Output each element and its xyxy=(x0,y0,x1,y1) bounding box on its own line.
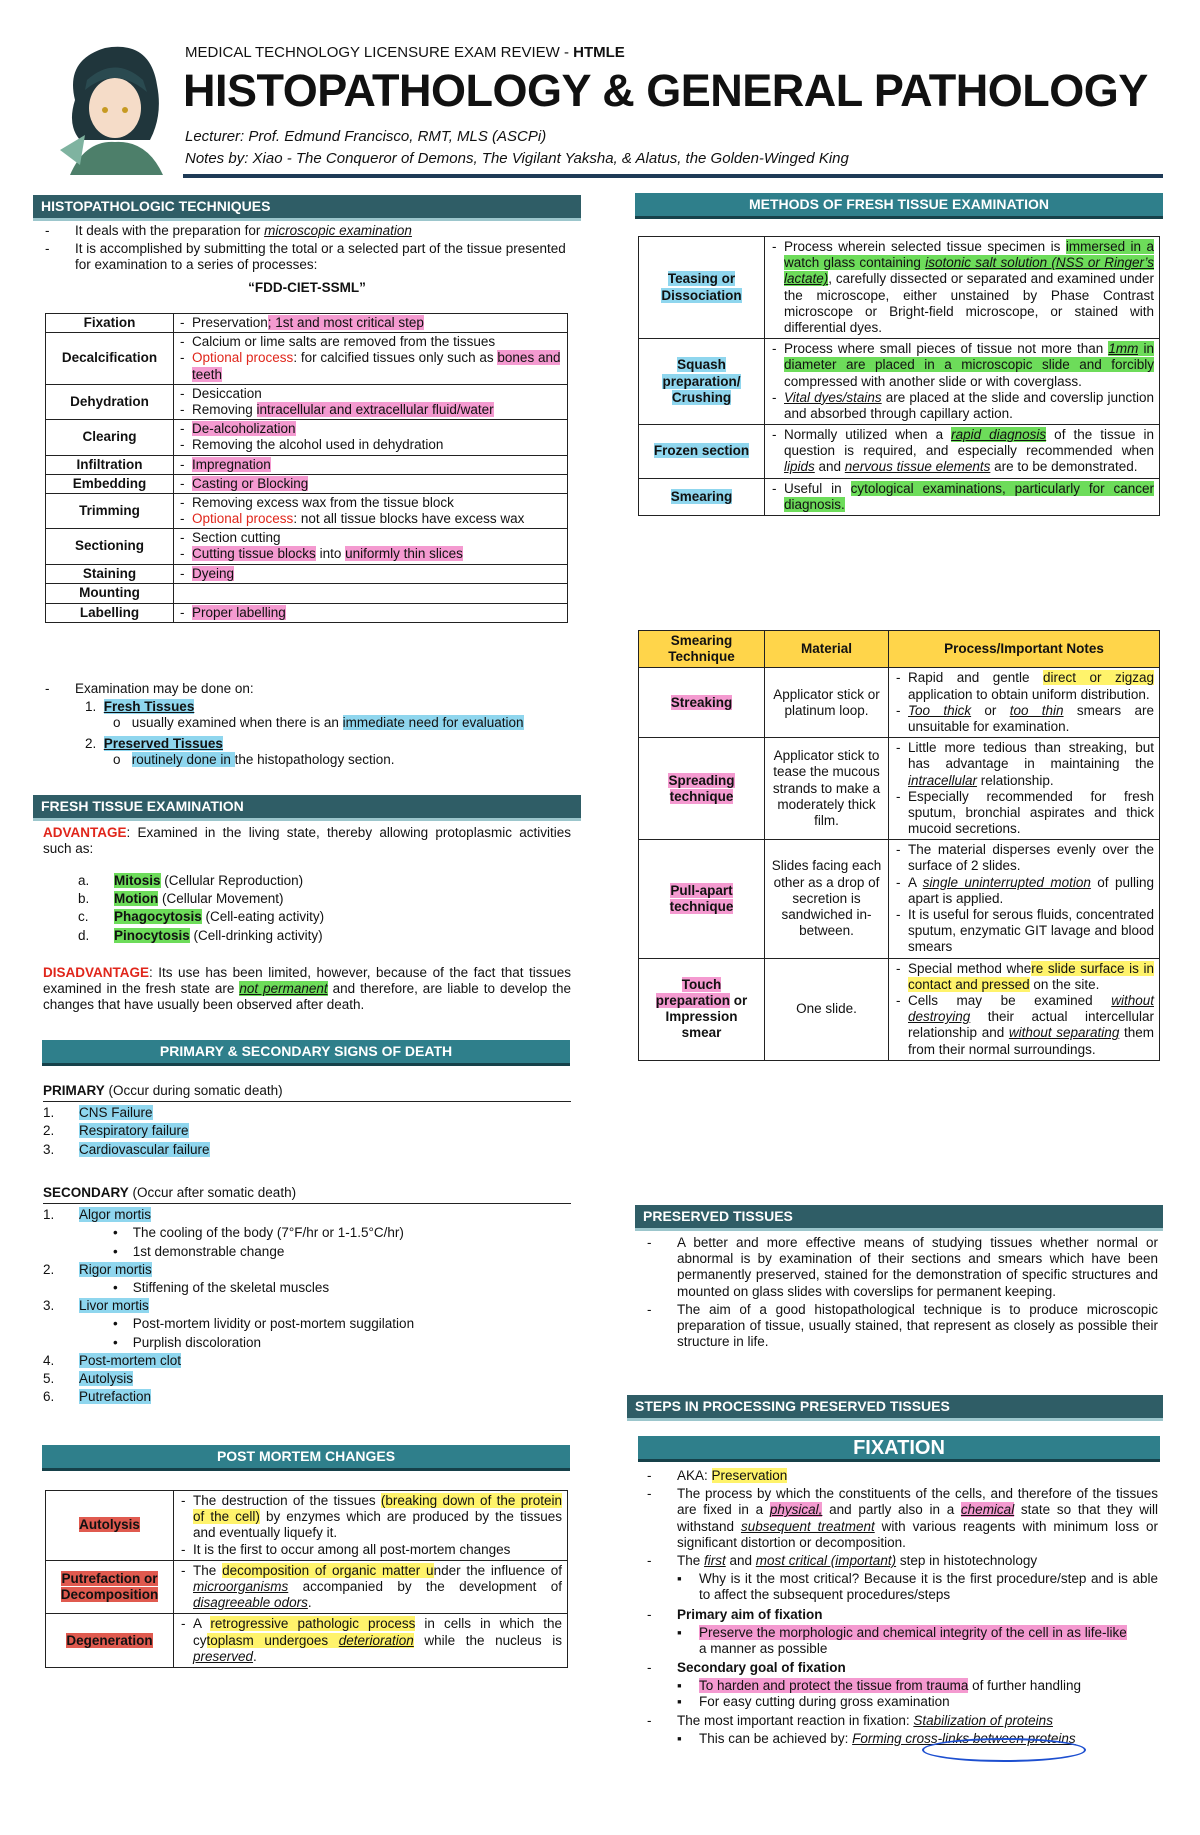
section-post-mortem: POST MORTEM CHANGES xyxy=(42,1445,570,1471)
smearing-table: Smearing Technique Material Process/Important Notes Streaking Applicator stick or platinum loop. - Rapid and gentle direct or zigzag application to obtain uniform distribution. - Too thick or too thin smears are unsuitable for examination. Spreading technique Applicator stick to tease the mucous strands to make a moderately thick film. - Little more tedious than streaking, but has advantage in maintaining the intracellular relationship. - Especially recommended for fresh sputum, bronchial aspirates and thick mucoid secretions. Pull-apart technique Slides facing each other as a drop of secretion is sandwiched in-between. - The material disperses evenly over the surface of 2 slides. - A single uninterrupted motion of pulling apart is applied. - It is useful for serous fluids, concentrated sputum, enzymatic GIT lavage and blood smears Touch preparation or Impression smear One slide. - Special method where slide surface is in contact and pressed on the site. - Cells may be examined without destroying their actual intercellular relationship and without separating them from their normal surroundings. xyxy=(638,630,1160,1061)
lecturer: Lecturer: Prof. Edmund Francisco, RMT, MLS (ASCPi) xyxy=(185,128,547,145)
process-table: Fixation - Preservation; 1st and most critical step Decalcification - Calcium or lime salts are removed from the tissues - Optional process: for calcified tissues only such as bones and teeth Dehydration - Desiccation - Removing intracellular and extracellular fluid/water Clearing - De-alcoholization - Removing the alcohol used in dehydration Infiltration - Impregnation Embedding - Casting or Blocking Trimming - Removing excess wax from the tissue block - Optional process: not all tissue blocks have excess wax Sectioning - Section cutting - Cutting tissue blocks into uniformly thin slices Staining - Dyeing Mounting Labelling - Proper labelling xyxy=(45,313,568,623)
primary-signs: PRIMARY (Occur during somatic death) 1. CNS Failure 2. Respiratory failure 3. Cardiovascular failure xyxy=(43,1083,571,1158)
section-fresh-tissue: FRESH TISSUE EXAMINATION xyxy=(33,795,581,821)
fresh-disadvantage: DISADVANTAGE: Its use has been limited, however, because of the fact that tissues examined in the fresh state are not permanent and therefore, are liable to develop the changes that have usually been observed after death. xyxy=(43,965,571,1013)
header-rule xyxy=(183,174,1163,178)
section-methods: METHODS OF FRESH TISSUE EXAMINATION xyxy=(635,193,1163,219)
avatar xyxy=(55,40,175,175)
handwritten-circle xyxy=(922,1738,1086,1762)
section-signs-of-death: PRIMARY & SECONDARY SIGNS OF DEATH xyxy=(42,1040,570,1066)
histo-intro: - It deals with the preparation for microscopic examination - It is accomplished by submitting the total or a selected part of the tissue presented for examination to a series of processes: “FDD-CIET-SSML” xyxy=(33,223,581,296)
post-mortem-table: Autolysis - The destruction of the tissues (breaking down of the protein of the cell) by enzymes which are produced by the tissues and eventually liquefy it. - It is the first to occur among all post-mortem changes Putrefaction or Decomposition - The decomposition of organic matter under the influence of microorganisms accompanied by the development of disagreeable odors. Degeneration - A retrogressive pathologic process in cells in which the cytoplasm undergoes deterioration while the nucleus is preserved. xyxy=(45,1490,568,1668)
notes-by: Notes by: Xiao - The Conqueror of Demons, The Vigilant Yaksha, & Alatus, the Golden-Winged King xyxy=(185,150,849,167)
methods-table: Teasing or Dissociation - Process wherein selected tissue specimen is immersed in a watch glass containing isotonic salt solution (NSS or Ringer’s lactate), carefully dissected or separated and examined under the microscope, either unstained by Phase Contrast microscope or Bright-field microscope, or stained with differential dyes. Squash preparation/ Crushing - Process where small pieces of tissue not more than 1mm in diameter are placed in a microscopic slide and forcibly compressed with another slide or with coverglass. - Vital dyes/stains are placed at the slide and coverslip junction and absorbed through capillary action. Frozen section - Normally utilized when a rapid diagnosis of the tissue in question is required, and especially recommended when lipids and nervous tissue elements are to be demonstrated. Smearing - Useful in cytological examinations, particularly for cancer diagnosis. xyxy=(638,236,1160,516)
section-steps: STEPS IN PROCESSING PRESERVED TISSUES xyxy=(627,1395,1163,1421)
section-histopathologic-techniques: HISTOPATHOLOGIC TECHNIQUES xyxy=(33,195,581,221)
exam-list: - Examination may be done on: 1. Fresh Tissues o usually examined when there is an immediate need for evaluation 2. Preserved Tissues o routinely done in the histopathology section. xyxy=(45,681,524,767)
preserved-text: - A better and more effective means of studying tissues whether normal or abnormal is by examination of their sections and smears which have been permanently preserved, stained for the demonstration of specific structures and mounted on glass slides with coverslips for permanent keeping. - The aim of a good histopathological technique is to produce microscopic preparation of tissue, usually stained, that represent as closely as possible their structure in life. xyxy=(647,1235,1158,1350)
secondary-signs: SECONDARY (Occur after somatic death) 1. Algor mortis • The cooling of the body (7°F/hr or 1-1.5°C/hr) • 1st demonstrable change 2. Rigor mortis • Stiffening of the skeletal muscles 3. Livor mortis • Post-mortem lividity or post-mortem suggilation • Purplish discoloration 4. Post-mortem clot 5. Autolysis 6. Putrefaction xyxy=(43,1185,571,1405)
section-preserved-tissues: PRESERVED TISSUES xyxy=(635,1205,1163,1231)
fixation-notes: - AKA: Preservation - The process by which the constituents of the cells, and therefore of the tissues are fixed in a physical, and partly also in a chemical state so that they will withstand subsequent treatment with various reagents with minimum loss or significant distortion or decomposition. - The first and most critical (important) step in histotechnology ▪ Why is it the most critical? Because it is the first procedure/step and is able to affect the subsequent procedures/steps - Primary aim of fixation ▪ Preserve the morphologic and chemical integrity of the cell in as life-like a manner as possible - Secondary goal of fixation ▪ To harden and protect the tissue from trauma of further handling ▪ For easy cutting during gross examination - The most important reaction in fixation: Stabilization of proteins ▪ This can be achieved by: Forming cross-links between proteins xyxy=(647,1468,1159,1746)
fixation-heading: FIXATION xyxy=(638,1436,1160,1462)
page-title: HISTOPATHOLOGY & GENERAL PATHOLOGY xyxy=(183,65,1148,116)
acronym: “FDD-CIET-SSML” xyxy=(248,279,366,295)
activity-list: a. Mitosis (Cellular Reproduction) b. Motion (Cellular Movement) c. Phagocytosis (Cell-eating activity) d. Pinocytosis (Cell-drinking activity) xyxy=(78,873,325,943)
fresh-advantage: ADVANTAGE: Examined in the living state, thereby allowing protoplasmic activities such as: xyxy=(43,825,571,857)
review-title: MEDICAL TECHNOLOGY LICENSURE EXAM REVIEW - HTMLE xyxy=(185,44,625,61)
